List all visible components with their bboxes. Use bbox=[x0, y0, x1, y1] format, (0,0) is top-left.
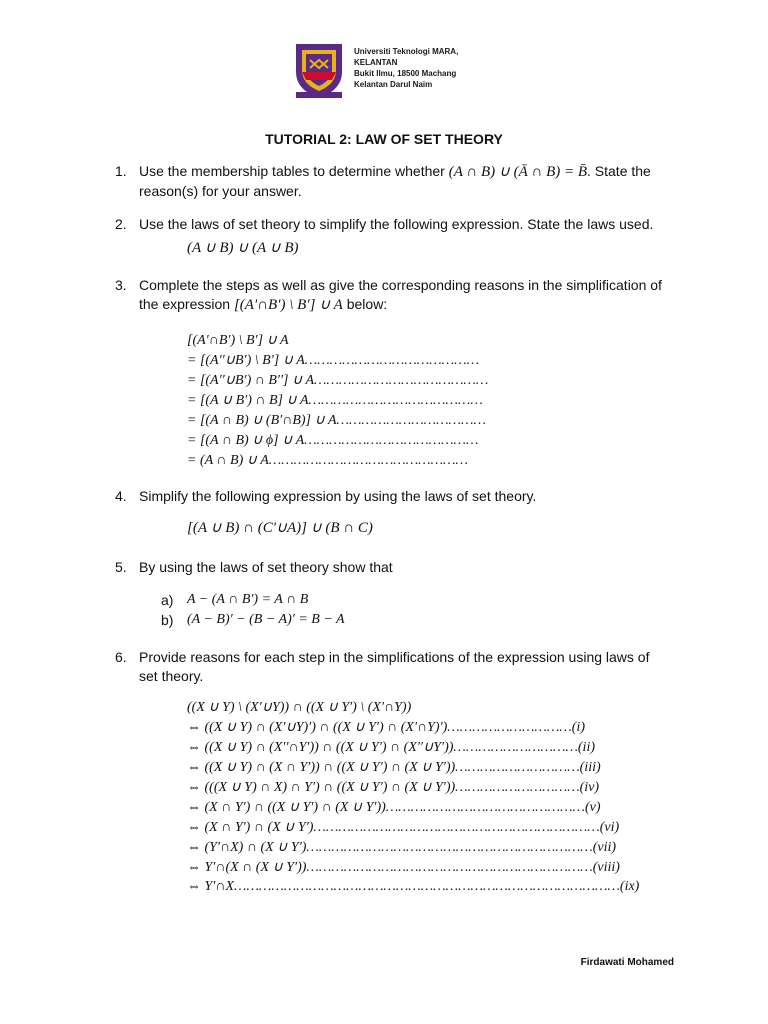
q6-step: ⇔ (X ∩ Y′) ∩ (X ∪ Y′)……………………………………………………………(vi) bbox=[187, 820, 620, 835]
question-text: Provide reasons for each step in the simplifications of the expression using laws of bbox=[139, 649, 650, 665]
question-5 bbox=[115, 558, 665, 577]
question-text: set theory. bbox=[139, 668, 204, 684]
q6-step: ⇔ (((X ∪ Y) ∩ X) ∩ Y′) ∩ ((X ∪ Y′) ∩ (X ∪ Y′))…………………………(iv) bbox=[187, 780, 600, 795]
question-expression: (A ∪ B) ∪ (A ∪ B) bbox=[187, 240, 299, 256]
question-1 bbox=[115, 162, 665, 201]
q3-step: = [(A ∩ B) ∪ ϕ] ∪ A…………………………………… bbox=[187, 433, 479, 448]
question-expression: (A − B)′ − (B − A)′ = B − A bbox=[187, 612, 345, 627]
question-6 bbox=[115, 648, 665, 686]
question-expression: [(A′∩B′) \ B′] ∪ A bbox=[233, 297, 343, 313]
q6-step: ⇔ ((X ∪ Y) ∩ (X′′∩Y′)) ∩ ((X ∪ Y′) ∩ (X′′∪Y′))…………………………(ii) bbox=[187, 740, 596, 755]
q6-step: ⇔ (X ∩ Y′) ∩ ((X ∪ Y′) ∩ (X ∪ Y′))…………………………………………(v) bbox=[187, 800, 601, 815]
question-expression: (A ∩ B) ∪ (Ā ∩ B) = B̄ bbox=[448, 164, 588, 180]
uni-line: KELANTAN bbox=[354, 58, 398, 67]
page-title: TUTORIAL 2: LAW OF SET THEORY bbox=[265, 131, 503, 147]
question-text: Complete the steps as well as give the corresponding reasons in the simplification of bbox=[139, 277, 662, 293]
question-text: By using the laws of set theory show that bbox=[139, 559, 393, 575]
question-text: Use the membership tables to determine whether bbox=[139, 163, 445, 179]
question-2 bbox=[115, 215, 665, 234]
q3-step: = [(A ∪ B′) ∩ B] ∪ A…………………………………… bbox=[187, 393, 483, 408]
question-expression: [(A ∪ B) ∩ (C′∪A)] ∪ (B ∩ C) bbox=[187, 520, 373, 536]
question-text: reason(s) for your answer. bbox=[139, 183, 302, 199]
question-3 bbox=[115, 276, 665, 315]
q6-step: ⇔ ((X ∪ Y) ∩ (X ∩ Y′)) ∩ ((X ∪ Y′) ∩ (X ∪ Y′))…………………………(iii) bbox=[187, 760, 601, 775]
q3-step: = (A ∩ B) ∪ A………………………………………… bbox=[187, 453, 468, 468]
question-number: 5. bbox=[115, 559, 127, 575]
uitm-crest-icon bbox=[292, 42, 346, 100]
question-4 bbox=[115, 487, 665, 506]
question-text: the expression bbox=[139, 296, 231, 312]
university-address bbox=[354, 46, 458, 90]
uni-line: Bukit Ilmu, 18500 Machang bbox=[354, 69, 457, 78]
university-header bbox=[292, 42, 572, 102]
uni-line: Universiti Teknologi MARA, bbox=[354, 47, 459, 56]
uni-line: Kelantan Darul Naim bbox=[354, 80, 433, 89]
q3-step: = [(A′′∪B′) \ B′] ∪ A…………………………………… bbox=[187, 353, 480, 368]
q6-step: ⇔ Y′∩(X ∩ (X ∪ Y′))……………………………………………………………(viii) bbox=[187, 860, 620, 875]
question-number: 6. bbox=[115, 649, 127, 665]
q3-step: [(A′∩B′) \ B′] ∪ A bbox=[187, 333, 289, 348]
question-text: Use the laws of set theory to simplify the following expression. State the laws used. bbox=[139, 216, 654, 232]
question-text: below: bbox=[346, 296, 388, 312]
subpart-label: b) bbox=[161, 612, 174, 628]
q3-step: = [(A′′∪B′) ∩ B′′] ∪ A…………………………………… bbox=[187, 373, 489, 388]
question-number: 1. bbox=[115, 163, 127, 179]
question-text: . State the bbox=[587, 163, 651, 179]
question-expression: A − (A ∩ B′) = A ∩ B bbox=[187, 592, 309, 607]
q6-step: ((X ∪ Y) \ (X′∪Y)) ∩ ((X ∪ Y′) \ (X′∩Y)) bbox=[187, 700, 412, 715]
q6-step: ⇔ Y′∩X…………………………………………………………………………………(ix) bbox=[187, 879, 640, 894]
q3-step: = [(A ∩ B) ∪ (B′∩B)] ∪ A……………………………… bbox=[187, 413, 486, 428]
subpart-label: a) bbox=[161, 592, 174, 608]
q6-step: ⇔ ((X ∪ Y) ∩ (X′∪Y)′) ∩ ((X ∪ Y′) ∩ (X′∩Y)′)…………………………(i) bbox=[187, 720, 585, 735]
question-number: 3. bbox=[115, 277, 127, 293]
question-number: 4. bbox=[115, 488, 127, 504]
question-text: Simplify the following expression by using the laws of set theory. bbox=[139, 488, 537, 504]
q6-step: ⇔ (Y′∩X) ∩ (X ∪ Y′)……………………………………………………………(vii) bbox=[187, 840, 617, 855]
author-footer: Firdawati Mohamed bbox=[580, 957, 674, 968]
question-number: 2. bbox=[115, 216, 127, 232]
